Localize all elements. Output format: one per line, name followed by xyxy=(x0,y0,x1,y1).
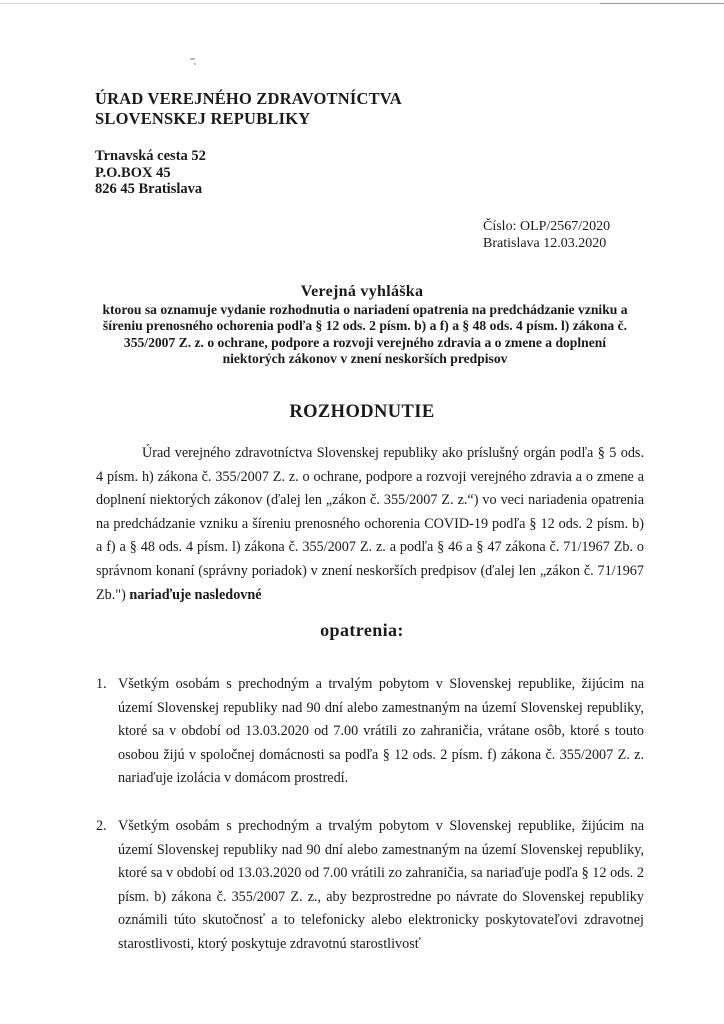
scan-top-rule-mark xyxy=(600,3,724,4)
office-name xyxy=(95,89,402,129)
reference-place-date: Bratislava 12.03.2020 xyxy=(483,235,607,251)
reference-number: Číslo: OLP/2567/2020 xyxy=(483,219,611,234)
list-item xyxy=(96,673,644,791)
list-item xyxy=(96,815,644,957)
decision-intro-paragraph xyxy=(96,442,644,607)
scan-speck xyxy=(194,63,196,65)
measures-list xyxy=(96,673,644,957)
scan-speck xyxy=(190,58,195,60)
office-address xyxy=(95,148,206,198)
reference-block xyxy=(483,219,610,252)
address-pobox: P.O.BOX 45 xyxy=(95,164,171,181)
decision-intro xyxy=(96,442,644,607)
office-name-line-2: SLOVENSKEJ REPUBLIKY xyxy=(95,109,311,128)
list-item-number: 2. xyxy=(96,817,107,834)
decision-intro-text: Úrad verejného zdravotníctva Slovenskej republiky ako príslušný orgán podľa § 5 ods. 4 písm. h) zákona č. 355/2007 Z. z. o ochrane, podpore a rozvoji verejného zdravia a o zmene a doplnení niektorých zákonov (ďalej len „zákon č. 355/2007 Z. z.“) vo veci nariadenia opatrenia na predchádzanie vzniku a šíreniu prenosného ochorenia COVID-19 podľa § 12 ods. 2 písm. b) a f) a § 48 ods. 4 písm. l) zákona č. 355/2007 Z. z. a podľa § 46 a § 47 zákona č. 71/1967 Zb. o správnom konaní (správny poriadok) v znení neskorších predpisov (ďalej len „zákon č. 71/1967 Zb.") xyxy=(96,445,644,603)
notice-subtitle: ktorou sa oznamuje vydanie rozhodnutia o nariadení opatrenia na predchádzanie vzniku a šíreniu prenosného ochorenia podľa § 12 ods. 2 písm. b) a f) a § 48 ods. 4 písm. l) zákona č. 355/2007 Z. z. o ochrane, podpore a rozvoji verejného zdravia a o zmene a doplnení niektorých zákonov v znení neskorších predpisov xyxy=(102,302,628,366)
address-street: Trnavská cesta 52 xyxy=(95,148,206,164)
list-item-text: Všetkým osobám s prechodným a trvalým pobytom v Slovenskej republike, žijúcim na území Slovenskej republiky nad 90 dní alebo zamestnaným na území Slovenskej republiky, ktoré sa v období od 13.03.2020 od 7.00 vrátili zo zahraničia, vrátane osôb, ktoré s touto osobou žijú v spoločnej domácnosti sa podľa § 12 ods. 2 písm. f) zákona č. 355/2007 Z. z. nariaďuje izolácia v domácom prostredí. xyxy=(118,676,644,787)
decision-intro-bold: nariaďuje nasledovné xyxy=(129,586,262,603)
decision-heading: ROZHODNUTIE xyxy=(289,402,435,422)
office-name-line-1: ÚRAD VEREJNÉHO ZDRAVOTNÍCTVA xyxy=(95,89,402,108)
address-city: 826 45 Bratislava xyxy=(95,181,203,197)
list-item-number: 1. xyxy=(96,676,107,692)
measures-heading: opatrenia: xyxy=(320,620,404,640)
notice-title: Verejná vyhláška xyxy=(300,283,424,300)
list-item-text: Všetkým osobám s prechodným a trvalým pobytom v Slovenskej republike, žijúcim na území Slovenskej republiky nad 90 dní alebo zamestnaným na území Slovenskej republiky, ktoré sa v období od 13.03.2020 od 7.00 vrátili zo zahraničia, sa nariaďuje podľa § 12 ods. 2 písm. b) zákona č. 355/2007 Z. z., aby bezprostredne po návrate do Slovenskej republiky oznámili túto skutočnosť a to telefonicky alebo elektronicky poskytovateľovi zdravotnej starostlivosti, ktorý poskytuje zdravotnú starostlivosť xyxy=(118,817,644,952)
